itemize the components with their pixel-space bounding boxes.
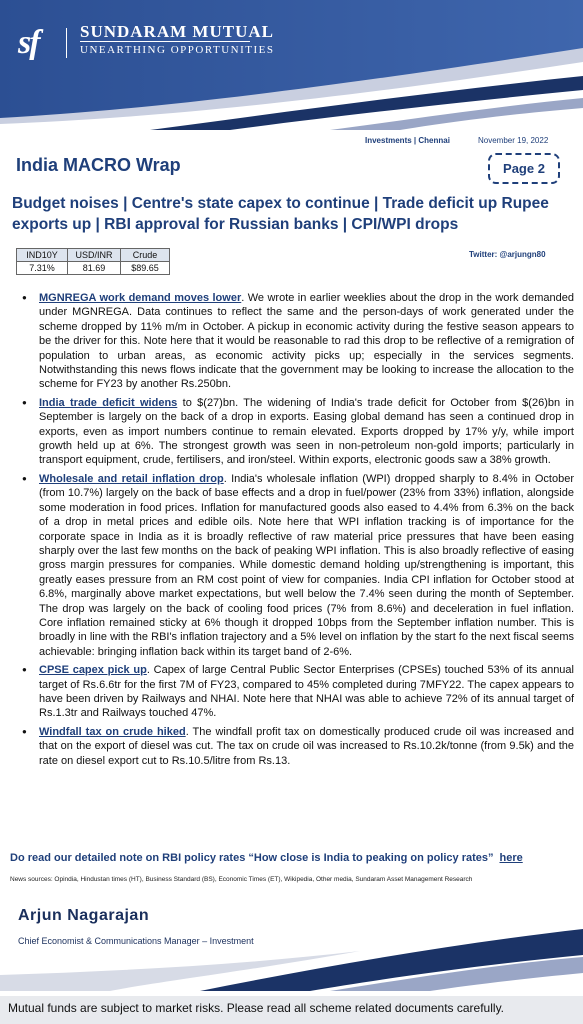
brand-logo-mark: sf [18, 24, 39, 61]
disclaimer-text: Mutual funds are subject to market risks. Please read all scheme related documents carefully. [8, 1001, 505, 1015]
bullet-text: . The windfall profit tax on domestically produced crude oil was increased and that on the export of diesel was cut. The tax on crude oil was increased to Rs.10.2k/tonne (from 9.5k) and the rate on diesel export cut to Rs.10.5/litre from Rs.13. [39, 725, 575, 767]
news-bullet-inflation [22, 472, 574, 659]
news-sources: News sources: Opindia, Hindustan times (HT), Business Standard (BS), Economic Times (ET), Wikipedia, Other media, Sundaram Asset Management Research [10, 876, 473, 883]
bullet-heading: India trade deficit widens [39, 396, 178, 409]
page-number-badge: Page 2 [488, 153, 560, 184]
brand-underline [80, 41, 250, 42]
header-banner [0, 0, 583, 130]
twitter-handle[interactable]: Twitter: @arjungn80 [469, 250, 546, 259]
headline: Budget noises | Centre's state capex to continue | Trade deficit up Rupee exports up | RBI approval for Russian banks | CPI/WPI drops [12, 195, 549, 233]
bullet-heading: Wholesale and retail inflation drop [39, 472, 224, 485]
brand-tagline: UNEARTHING OPPORTUNITIES [80, 44, 275, 56]
indicator-value: 81.69 [68, 262, 121, 275]
report-date: November 19, 2022 [478, 136, 549, 145]
news-bullet-mgnrega [22, 291, 574, 392]
bullet-heading: MGNREGA work demand moves lower [39, 292, 242, 304]
rbi-note-link[interactable]: here [499, 852, 523, 864]
author-name: Arjun Nagarajan [18, 907, 150, 924]
bullet-heading: Windfall tax on crude hiked [39, 725, 186, 738]
news-bullet-list [22, 291, 574, 772]
bullet-text: . Capex of large Central Public Sector Enterprises (CPSEs) touched 53% of its annual target of Rs.6.6tr for the first 7M of FY23, compared to 45% completed during 7MFY22. The capex appears to have been driven by Railways and NHAI. Note here that NHAI was able to achieve 72% of its annual target of Rs.1.3tr and Railways touched 47%. [39, 664, 574, 720]
news-bullet-cpse-capex [22, 663, 574, 721]
indicators-value-row [17, 262, 170, 275]
brand-name: SUNDARAM MUTUAL [80, 22, 274, 41]
market-indicators-table [16, 248, 170, 275]
bullet-text: . We wrote in earlier weeklies about the drop in the work demanded under MGNREGA. Data continues to reflect the same and the person-days of work generated under the scheme dropped by 11% m/m in October. A pickup in economic activity during the festive season appears to be the driver for this. Note here that it would be reasonable to rad this drop to be reflective of a remigration of population to urban areas, as economic activity picks up; especially in the services segments. Notwithstanding this news flows indicate that the government may be looking to increase the allocation to the scheme for FY23 by another Rs.250bn. [39, 292, 574, 391]
indicators-header-row [17, 249, 170, 262]
rbi-note-text: Do read our detailed note on RBI policy rates “How close is India to peaking on policy rates” [10, 852, 494, 864]
logo-divider [66, 28, 67, 58]
department-label: Investments | Chennai [365, 136, 450, 145]
indicator-header: Crude [121, 249, 170, 262]
bullet-text: to $(27)bn. The widening of India's trade deficit for October from $(26)bn in September is largely on the back of a drop in exports. Easing global demand has seen a continued drop in exports, even as import numbers continue to remain elevated. Exports dropped by 17% y/y, while import growth held up at 6%. The strongest growth was seen in non-petroleum non-gold imports; particularly in transport equipment, crude, fertilisers, and iron/steel. Within exports, electronic goods saw a 38% growth. [39, 396, 574, 467]
header-background [0, 0, 583, 130]
indicator-header: IND10Y [17, 249, 68, 262]
bullet-text: . India's wholesale inflation (WPI) dropped sharply to 8.4% in October (from 10.7%) largely on the back of base effects and a drop in fuel/power (23% from 33%) inflation, alongside some moderation in food prices. Inflation for manufactured goods also eased to 4.4% from 6.3% on the back of a drop in metal prices and edible oils. Note here that WPI inflation tracking is of importance for the corporate space in India as it is broadly reflective of raw material price pressures that have been easing sharply over the last few months on the back of peaking WPI inflation. This is also broadly reflective of easing gross margin pressures for companies. While domestic demand holding up/strengthening is important, this greatly eases pressure from an RM cost point of view for companies. India CPI inflation for October stood at 6.8%, marginally above market expectations, but well below the 7.4% seen during the month of September. The drop was largely on the back of cooling food prices (7% from 8.6%) and deceleration in fuel inflation. Core inflation remained sticky at 6% though it dropped 10bps from the September inflation number. This is broadly in line with the RBI's inflation trajectory and a 5% level on inflation by the start fo the next fiscal seems achievable: bringing inflation back within its target band of 2-6%. [39, 472, 574, 658]
page-title: India MACRO Wrap [16, 155, 181, 175]
news-bullet-trade-deficit [22, 396, 574, 468]
indicator-value: $89.65 [121, 262, 170, 275]
news-bullet-windfall-tax [22, 725, 574, 768]
bullet-heading: CPSE capex pick up [39, 664, 147, 677]
indicator-header: USD/INR [68, 249, 121, 262]
rbi-note [10, 852, 523, 864]
indicator-value: 7.31% [17, 262, 68, 275]
author-title: Chief Economist & Communications Manager – Investment [18, 936, 254, 946]
